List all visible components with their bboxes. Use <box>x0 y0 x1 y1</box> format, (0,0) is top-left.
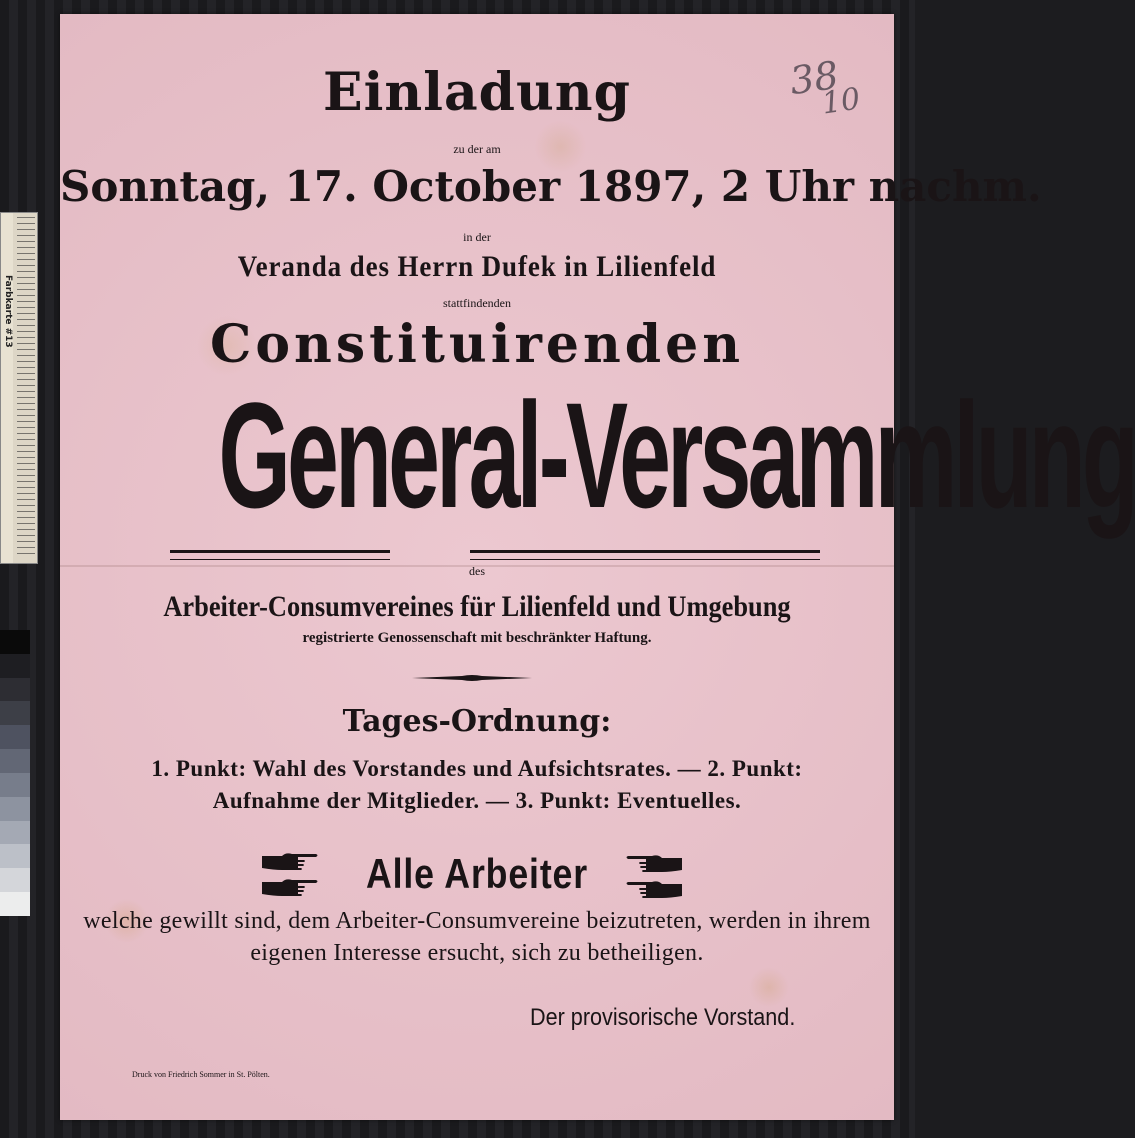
signature: Der provisorische Vorstand. <box>530 1004 796 1031</box>
pre-date-text: zu der am <box>453 142 501 156</box>
poster <box>60 14 1135 1120</box>
pre-event-text: stattfindenden <box>443 296 511 310</box>
underline-right <box>470 550 820 560</box>
call-body-line-1: welche gewillt sind, dem Arbeiter-Consumvereine beizutreten, werden in ihrem <box>83 908 871 934</box>
association-name: Arbeiter-Consumvereines für Lilienfeld und Umgebung <box>163 590 791 623</box>
call-body-line-2: eigenen Interesse ersucht, sich zu betheiligen. <box>250 940 704 966</box>
ornament-divider <box>412 674 532 682</box>
handwritten-note: 38 <box>787 52 842 104</box>
handwritten-note-fraction: 10 <box>819 81 863 122</box>
grayscale-patches <box>0 630 30 916</box>
agenda-line-2: Aufnahme der Mitglieder. — 3. Punkt: Eventuelles. <box>212 788 742 813</box>
underline-left <box>170 550 390 560</box>
event-title-line2: General-Versammlung <box>218 371 1135 539</box>
pre-association-text: des <box>469 564 485 578</box>
pre-venue-text: in der <box>463 230 491 244</box>
event-title-line1: Constituirenden <box>209 314 745 375</box>
heading: Einladung <box>323 62 631 123</box>
color-calibration-card <box>0 212 38 564</box>
ruler-scale <box>17 217 35 557</box>
venue-line: Veranda des Herrn Dufek in Lilienfeld <box>237 250 717 283</box>
agenda-title: Tages-Ordnung: <box>342 704 612 739</box>
agenda-line-1: 1. Punkt: Wahl des Vorstandes und Aufsichtsrates. — 2. Punkt: <box>151 756 803 781</box>
call-heading: Alle Arbeiter <box>365 850 589 897</box>
color-card-label: Farbkarte #13 <box>3 275 13 348</box>
association-subtitle: registrierte Genossenschaft mit beschränkter Haftung. <box>302 630 652 646</box>
printer-imprint: Druck von Friedrich Sommer in St. Pölten. <box>132 1070 270 1079</box>
color-card-label-strip <box>1 213 13 563</box>
date-line: Sonntag, 17. October 1897, 2 Uhr nachm. <box>60 162 1042 211</box>
